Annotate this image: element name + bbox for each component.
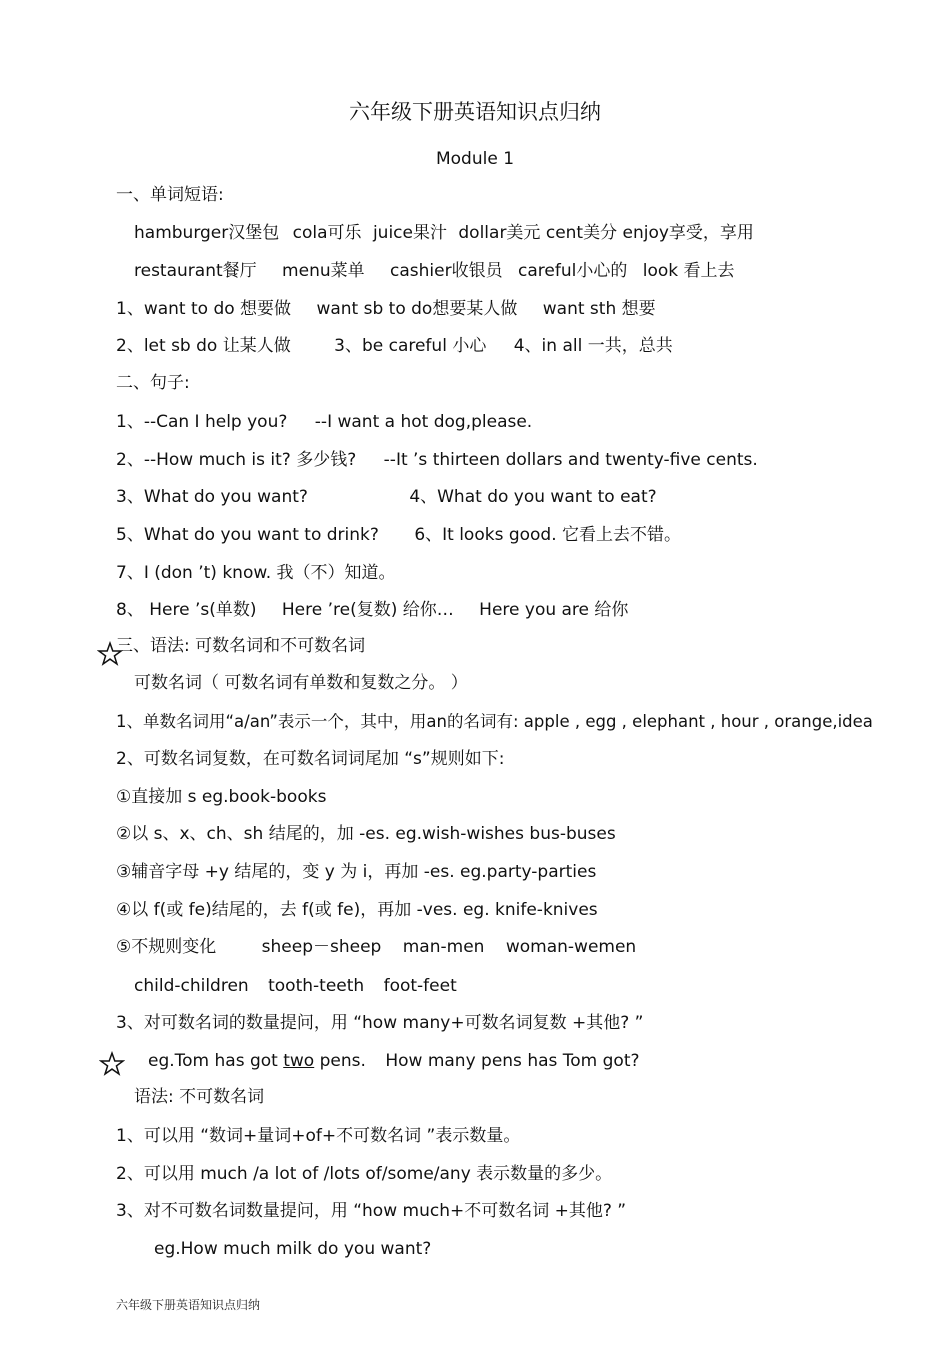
star-icon [99, 1051, 125, 1077]
uncountable-rule-3: 3、对不可数名词数量提问，用 “how much+不可数名词 +其他? ” [116, 1201, 627, 1221]
vocab-item: hamburger汉堡包 [134, 223, 280, 243]
rule-e [116, 936, 636, 958]
example-question: How many pens has Tom got? [385, 1051, 640, 1071]
vocab-item: cent美分 [545, 223, 618, 243]
example-text: eg.Tom has got [148, 1051, 284, 1071]
rule-part: man-men [402, 937, 485, 957]
vocab-item: cashier收银员 [390, 261, 503, 281]
sentence-part: 8、 Here ’s(单数) [116, 600, 257, 620]
sentence-part: --I want a hot dog,please. [314, 412, 533, 432]
phrase-item: 3、be careful 小心 [334, 336, 487, 356]
page-title: 六年级下册英语知识点归纳 [349, 100, 601, 124]
sentence-part: Here ’re(复数) 给你… [281, 600, 454, 620]
rule-part: foot-feet [383, 976, 457, 996]
uncountable-rule-1: 1、可以用 “数词+量词+of+不可数名词 ”表示数量。 [116, 1126, 521, 1146]
sentence-3 [116, 486, 657, 508]
rule-d: ④以 f(或 fe)结尾的，去 f(或 fe)，再加 -ves. eg. knife-knives [116, 900, 598, 920]
vocab-item: restaurant餐厅 [134, 261, 257, 281]
rule-part: woman-wemen [505, 937, 637, 957]
grammar-uncountable-heading: 语法: 不可数名词 [134, 1087, 265, 1107]
sentence-part: 3、What do you want? [116, 487, 308, 507]
rule-part: sheep－sheep [261, 937, 382, 957]
vocab-item: careful小心的 [518, 261, 628, 281]
vocab-item: juice果汁 [372, 223, 447, 243]
rule-1: 1、单数名词用“a/an”表示一个，其中，用an的名词有: apple , egg , elephant , hour , orange,idea [116, 712, 873, 731]
example-uncountable: eg.How much milk do you want? [154, 1239, 432, 1259]
rule-3: 3、对可数名词的数量提问，用 “how many+可数名词复数 +其他? ” [116, 1013, 644, 1033]
rule-c: ③辅音字母 +y 结尾的，变 y 为 i，再加 -es. eg.party-parties [116, 862, 597, 882]
uncountable-rule-2: 2、可以用 much /a lot of /lots of/some/any 表示数量的多少。 [116, 1164, 613, 1184]
phrase-item: 1、want to do 想要做 [116, 299, 292, 319]
sentence-7: 7、I (don ’t) know. 我（不）知道。 [116, 563, 396, 583]
vocab-item: enjoy享受，享用 [622, 223, 754, 243]
module-heading: Module 1 [435, 149, 515, 169]
rule-a: ①直接加 s eg.book-books [116, 787, 327, 807]
phrase-item: want sb to do想要某人做 [316, 299, 518, 319]
vocab-line-2 [134, 260, 735, 282]
phrase-item: 2、let sb do 让某人做 [116, 336, 291, 356]
phrase-item: want sth 想要 [542, 299, 656, 319]
countable-intro: 可数名词（ 可数名词有单数和复数之分。 ） [134, 673, 468, 693]
sentence-2 [116, 449, 758, 471]
rule-part: child-children [134, 976, 249, 996]
rule-part: tooth-teeth [268, 976, 365, 996]
example-underlined: two [283, 1051, 315, 1071]
vocab-item: menu菜单 [282, 261, 365, 281]
sentence-part: 2、--How much is it? 多少钱? [116, 450, 357, 470]
phrase-item: 4、in all 一共，总共 [513, 336, 673, 356]
rule-e-continued [134, 975, 457, 997]
rule-2: 2、可数名词复数，在可数名词词尾加 “s”规则如下: [116, 749, 505, 769]
sentence-part: 1、--Can I help you? [116, 412, 288, 432]
page-footer: 六年级下册英语知识点归纳 [116, 1298, 261, 1312]
section-vocab-heading: 一、单词短语: [116, 185, 224, 205]
sentence-part: 6、It looks good. 它看上去不错。 [414, 525, 682, 545]
sentence-part: --It ’s thirteen dollars and twenty-five cents. [383, 450, 758, 470]
rule-part: ⑤不规则变化 [116, 937, 217, 957]
sentence-part: 4、What do you want to eat? [409, 487, 657, 507]
phrase-line-1 [116, 298, 656, 320]
example-countable [148, 1050, 640, 1072]
vocab-item: dollar美元 [458, 223, 541, 243]
section-sentences-heading: 二、句子: [116, 373, 190, 393]
sentence-part: 5、What do you want to drink? [116, 525, 379, 545]
vocab-line-1 [134, 222, 754, 244]
sentence-part: Here you are 给你 [479, 600, 629, 620]
vocab-item: cola可乐 [292, 223, 362, 243]
sentence-1 [116, 411, 532, 433]
vocab-item: look 看上去 [642, 261, 735, 281]
section-grammar-heading: 三、语法: 可数名词和不可数名词 [116, 636, 366, 656]
rule-b: ②以 s、x、ch、sh 结尾的，加 -es. eg.wish-wishes bus-buses [116, 824, 616, 844]
example-text: pens. [314, 1051, 366, 1071]
sentence-8 [116, 599, 628, 621]
phrase-line-2 [116, 335, 673, 357]
sentence-5 [116, 524, 681, 546]
